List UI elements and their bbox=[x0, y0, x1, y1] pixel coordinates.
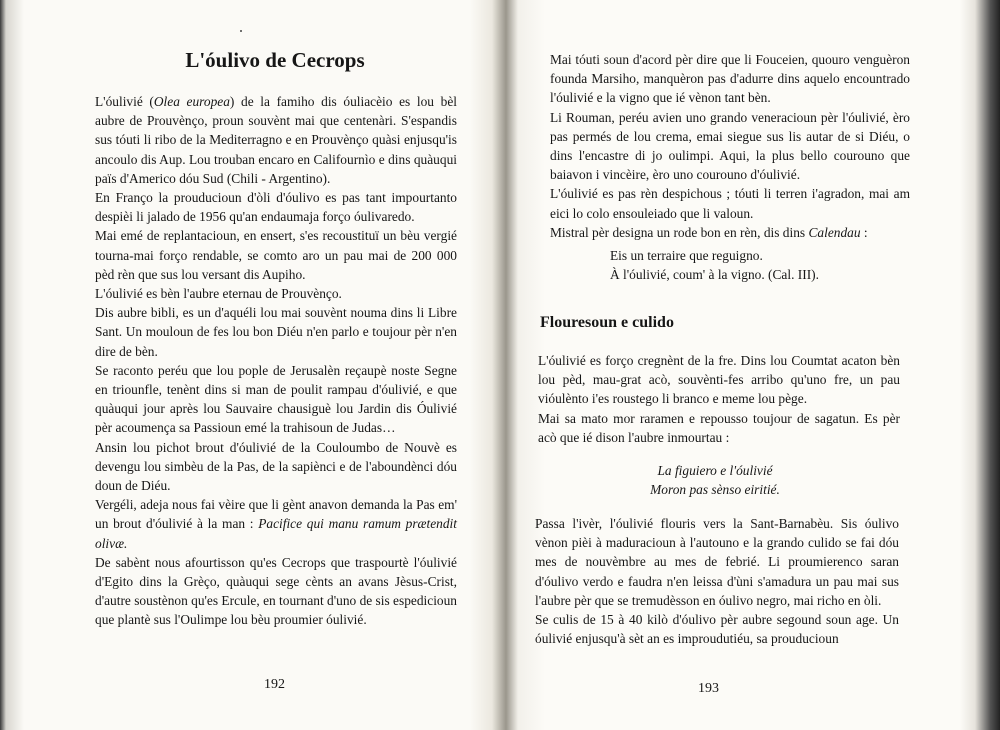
paragraph: Se raconto peréu que lou pople de Jerusalèn reçaupè noste Segne en triounfle, tenènt dins si man de poulit rampau d'óulivié, e que quàuqui jour après lou Sauvaire chausiguè lou Jardin dis Óulivié pèr acoumença sa Passioun emé la trahisoun de Judas… bbox=[95, 362, 457, 436]
verse-proverb bbox=[615, 461, 815, 499]
paragraph: L'óulivié (Olea europea) de la famiho dis óuliacèio es lou bèl aubre de Prouvènço, proun souvènt mai que centenàri. S'espandis sus tóuti li ribo de la Mediterragno e en Prouvènço quàsi enjusqu'is ancoulo dis Aup. Lou trouban encaro en Califournìo e dins quàuqui païs d'Americo dóu Sud (Chili - Argentino). bbox=[95, 94, 457, 186]
paragraph: De sabènt nous afourtisson qu'es Cecrops que traspourtè l'óulivié d'Egito dins la Grèço, quàuqui sege cènts an avans Jèsus-Crist, d'autre soustènon qu'es Ercule, en tournant d'uno de sis espedicioun que plantè sus l'Oulimpe lou bèu proumier óulivié. bbox=[95, 554, 458, 628]
paragraph: L'óulivié es forço cregnènt de la fre. Dins lou Coumtat acaton bèn lou pèd, mau-grat acò, souvènti-fes arribo qu'uno fre, un pau vióulènto i'es roustego li branco e meme lou pège. bbox=[538, 353, 900, 407]
italic-text: Olea europea bbox=[153, 94, 230, 109]
section-title: Flouresoun e culido bbox=[540, 314, 674, 331]
right-bottom-text bbox=[535, 514, 899, 648]
paragraph: Mai sa mato mor raramen e repousso toujour de sagatun. Es pèr acò que ié dison l'aubre inmourtau : bbox=[538, 410, 900, 445]
verse-line: Eis un terraire que reguigno. bbox=[610, 248, 763, 263]
paragraph: Se culis de 15 à 40 kilò d'óulivo pèr aubre segound soun age. Un óulivié enjusqu'à sèt an es improudutiéu, sa prouducioun bbox=[535, 612, 899, 647]
paragraph: Mai emé de replantacioun, en ensert, s'es recoustituï un bèu vergié tourna-mai forço rendable, se comto aro un pau mai de 200 000 pèd rèn que sus lou versant dis Aupiho. bbox=[95, 228, 457, 282]
italic-text: Pacifice qui manu ramum prætendit olivæ. bbox=[95, 516, 457, 551]
italic-text: Calendau bbox=[808, 224, 861, 240]
verse-line: Moron pas sènso eiritié. bbox=[650, 482, 780, 498]
paragraph: Mai tóuti soun d'acord pèr dire que li Fouceien, quouro venguèron founda Marsiho, manquèron pas d'adurre dins aquelo encountrado l'óulivié e la vigno que ié vènon tant bèn. bbox=[550, 52, 910, 106]
paragraph: Li Rouman, peréu avien uno grando veneracioun pèr l'óulivié, èro pas permés de lou crema, emai siegue sus lis autar de si Diéu, o dins l'encastre di jo oulimpi. Aqui, la plus bello courouno que baiavon i vincèire, èro uno courouno d'óulivié. bbox=[550, 109, 910, 183]
paragraph: Dis aubre bibli, es un d'aquéli lou mai souvènt nouma dins li Libre Sant. Un mouloun de fes lou bon Diéu n'en parlo e toujour pèr n'en dire de bèn. bbox=[95, 305, 457, 359]
page-number-right: 193 bbox=[698, 681, 719, 696]
right-page bbox=[505, 0, 1000, 730]
paragraph: Passa l'ivèr, l'óulivié flouris vers la Sant-Barnabèu. Sis óulivo vènon pièi à maduracioun à l'autouno e la grando culido se fai dóu mes de nouvèmbre au mes de febrié. Li proumierenco saran d'óulivo verdo e faudra n'en leissa d'ùni s'amadura un pau mai sus l'aubre pèr que se tremudèsson en óulivo negro, mai richo en òli. bbox=[535, 516, 899, 608]
verse-line: La figuiero e l'óulivié bbox=[657, 463, 773, 478]
paragraph: Ansin lou pichot brout d'óulivié de la Couloumbo de Nouvè es devengu lou simbèu de la Pas, de la sapiènci e de l'aboundènci dóu doun de Diéu. bbox=[95, 439, 457, 494]
paragraph: L'óulivié es pas rèn despichous ; tóuti li terren i'agradon, mai am eici lo colo ensouleiado que li valoun. bbox=[550, 186, 910, 221]
paragraph: L'óulivié es bèn l'aubre eternau de Prouvènço. bbox=[95, 286, 342, 302]
verse-quote-calendau bbox=[610, 246, 910, 284]
page-number-left: 192 bbox=[264, 677, 285, 692]
verse-line: À l'óulivié, coum' à la vigno. (Cal. III). bbox=[610, 267, 819, 283]
left-body-text bbox=[95, 92, 457, 630]
right-mid-text bbox=[538, 351, 900, 447]
paragraph: En Franço la prouducioun d'òli d'óulivo es pas tant impourtanto despièi li jalado de 1956 qu'an endaumaja forço óulivaredo. bbox=[95, 190, 457, 225]
right-top-text bbox=[550, 50, 910, 242]
paragraph: Vergéli, adeja nous fai vèire que li gènt anavon demanda la Pas em' un brout d'óulivié à la man : Pacifice qui manu ramum prætendit olivæ. bbox=[95, 497, 457, 551]
paragraph: Mistral pèr designa un rode bon en rèn, dis dins Calendau : bbox=[550, 224, 868, 240]
chapter-title: L'óulivo de Cecrops bbox=[185, 48, 365, 72]
